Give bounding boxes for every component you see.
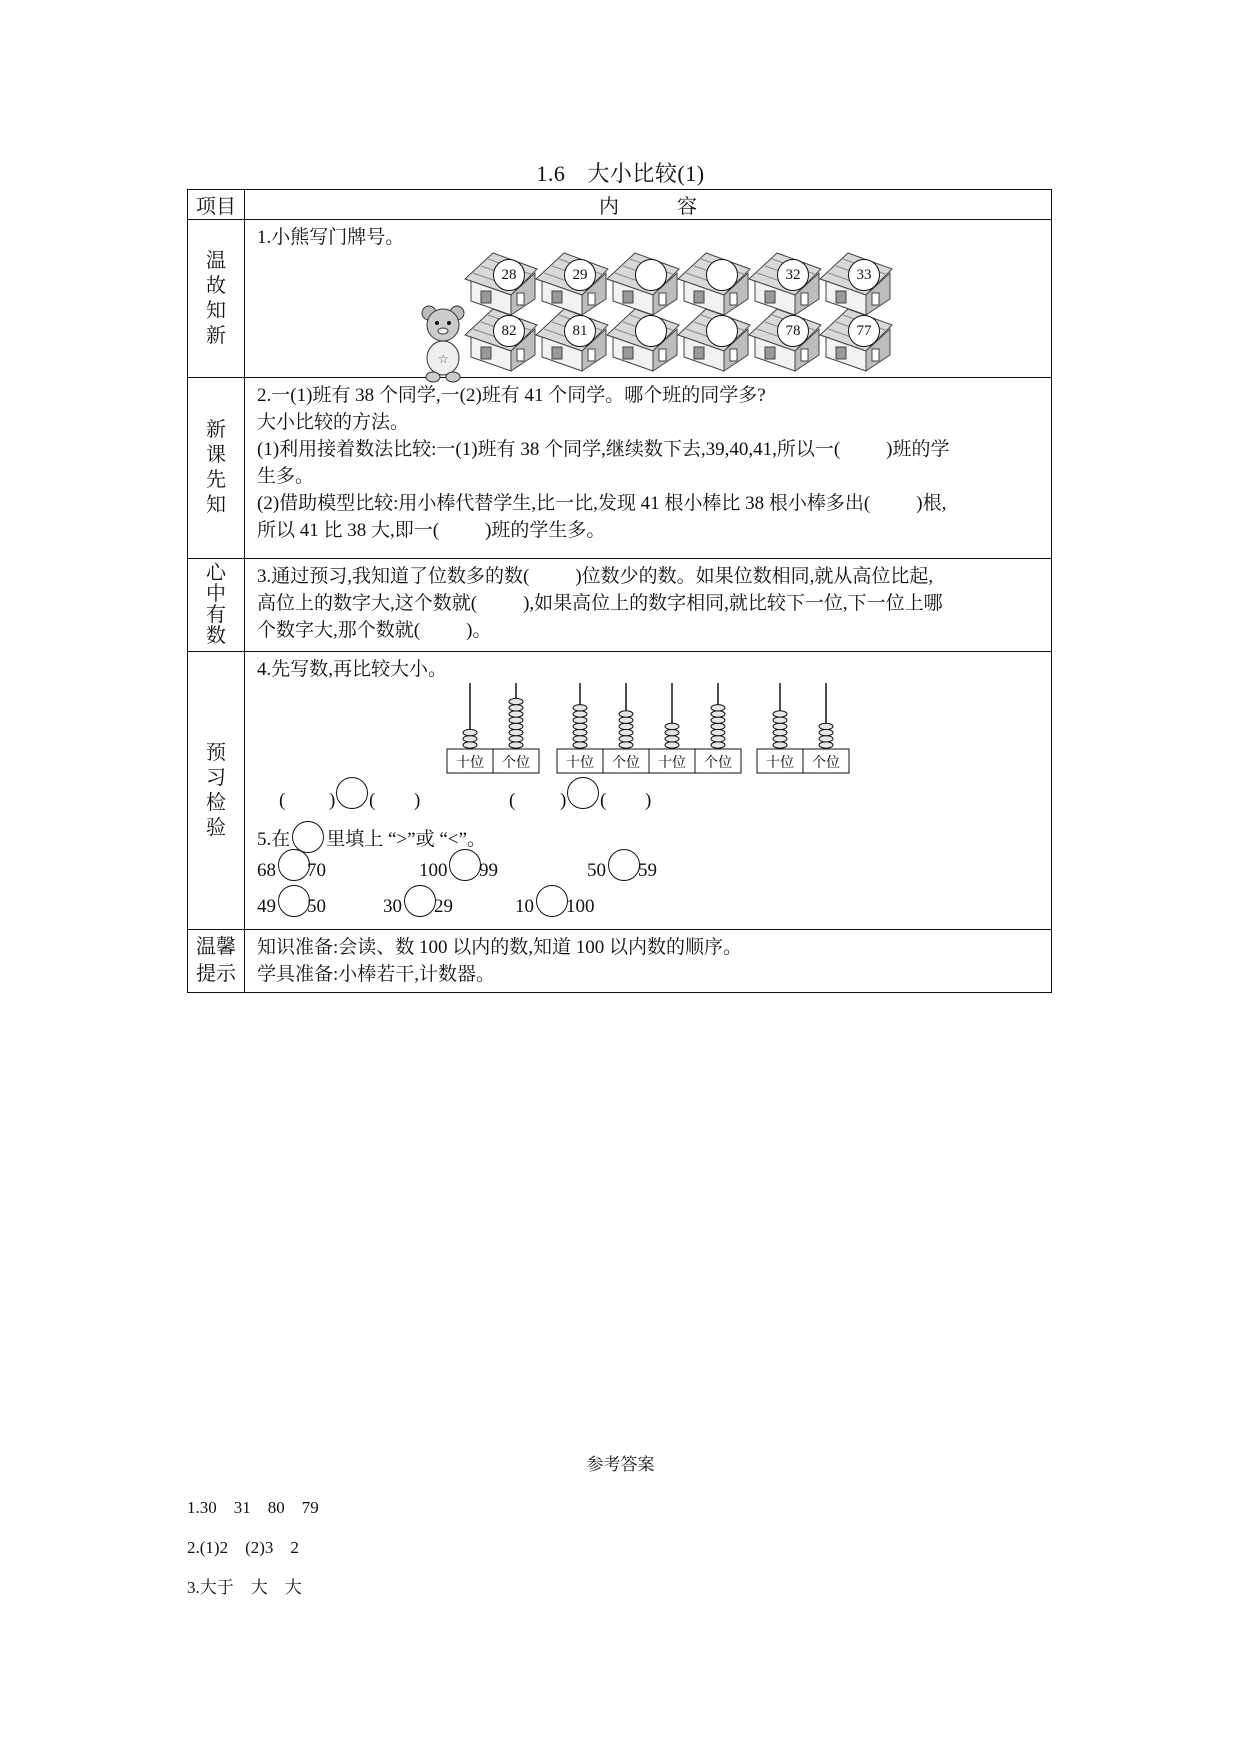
abacus-bead	[509, 711, 523, 717]
house-number-blank[interactable]	[706, 259, 738, 291]
tip-line2: 学具准备:小棒若干,计数器。	[257, 964, 496, 985]
row-preview-check	[188, 652, 1052, 930]
abacus-illustration	[257, 683, 1041, 783]
house	[534, 251, 604, 311]
worksheet-table	[187, 189, 1052, 993]
q4-text: 4.先写数,再比较大小。	[257, 659, 448, 680]
side-label-new-lesson: 新 课 先 知	[188, 378, 245, 559]
table-header	[188, 190, 1052, 220]
abacus-place-label: 十位	[456, 755, 484, 771]
abacus-bead	[619, 711, 633, 717]
abacus	[557, 683, 649, 773]
house-number-blank[interactable]	[706, 315, 738, 347]
abacus	[649, 683, 741, 773]
q1-text: 1.小熊写门牌号。	[257, 227, 405, 248]
abacus-bead	[509, 729, 523, 735]
answers-title: 参考答案	[586, 1455, 655, 1474]
abacus-answer-row: ( ) ( ) ( ) ( )	[257, 783, 1041, 819]
abacus-bead	[573, 705, 587, 711]
abacus-bead	[573, 729, 587, 735]
q2-line1: 2.一(1)班有 38 个同学,一(2)班有 41 个同学。哪个班的同学多?	[257, 385, 766, 406]
abacus	[447, 683, 539, 773]
q2-line2: 大小比较的方法。	[257, 412, 410, 433]
q3-line3: 个数字大,那个数就( )。	[257, 620, 492, 641]
house-number: 29	[564, 259, 596, 291]
row-tips	[188, 930, 1052, 993]
abacus-bead	[711, 736, 725, 742]
house-number: 28	[493, 259, 525, 291]
compare-row-2: 49 50 30 29 10 100	[257, 889, 1041, 925]
row-summary	[188, 559, 1052, 652]
abacus-bead	[509, 717, 523, 723]
house	[605, 307, 675, 367]
abacus-bead	[463, 729, 477, 735]
q5-text: 5.在 里填上 “>”或 “<”。	[257, 821, 1041, 853]
house	[676, 251, 746, 311]
abacus-place-label: 个位	[812, 755, 840, 771]
compare-circle[interactable]	[567, 777, 599, 809]
abacus-bead	[509, 736, 523, 742]
abacus-bead	[509, 723, 523, 729]
q2-line5: (2)借助模型比较:用小棒代替学生,比一比,发现 41 根小棒比 38 根小棒多出( )根,	[257, 493, 947, 514]
house	[818, 251, 888, 311]
abacus-bead	[711, 711, 725, 717]
house-illustration	[257, 251, 1041, 373]
house-number: 32	[777, 259, 809, 291]
abacus-bead	[711, 723, 725, 729]
abacus	[757, 683, 849, 773]
abacus-bead	[509, 705, 523, 711]
abacus-bead	[773, 717, 787, 723]
house-number: 77	[848, 315, 880, 347]
abacus-bead	[619, 717, 633, 723]
abacus-bead	[665, 723, 679, 729]
house	[747, 307, 817, 367]
abacus-bead	[819, 723, 833, 729]
svg-text:☆: ☆	[438, 352, 449, 366]
answer-3: 3.大于 大 大	[187, 1578, 302, 1597]
abacus-bead	[463, 736, 477, 742]
abacus-bead	[665, 742, 679, 748]
house-number: 81	[564, 315, 596, 347]
house-number: 33	[848, 259, 880, 291]
abacus-bead	[573, 736, 587, 742]
abacus-place-label: 十位	[766, 755, 794, 771]
abacus-bead	[773, 736, 787, 742]
q3-line2: 高位上的数字大,这个数就( ),如果高位上的数字相同,就比较下一位,下一位上哪	[257, 593, 943, 614]
abacus-bead	[573, 717, 587, 723]
house	[605, 251, 675, 311]
abacus-place-label: 个位	[612, 755, 640, 771]
abacus-bead	[619, 723, 633, 729]
house-number-blank[interactable]	[635, 315, 667, 347]
section-number: 1.6	[536, 161, 566, 186]
abacus-bead	[773, 711, 787, 717]
abacus-bead	[619, 736, 633, 742]
abacus-bead	[509, 698, 523, 704]
side-label-summary: 心 中 有 数	[188, 559, 245, 652]
side-label-preview-check: 预 习 检 验	[188, 652, 245, 930]
house	[534, 307, 604, 367]
abacus-bead	[819, 736, 833, 742]
house-number: 82	[493, 315, 525, 347]
compare-row-1: 68 70 100 99 50 59	[257, 853, 1041, 889]
section-title: 大小比较(1)	[587, 161, 705, 186]
abacus-bead	[773, 742, 787, 748]
answer-1: 1.30 31 80 79	[187, 1498, 319, 1517]
page-title	[0, 157, 1241, 188]
review-content	[245, 220, 1052, 378]
answer-2: 2.(1)2 (2)3 2	[187, 1538, 299, 1557]
row-new-lesson	[188, 378, 1052, 559]
abacus-place-label: 个位	[704, 755, 732, 771]
header-content: 内 容	[245, 190, 1052, 220]
abacus-bead	[665, 729, 679, 735]
house	[463, 251, 533, 311]
abacus-bead	[573, 723, 587, 729]
abacus-place-label: 十位	[566, 755, 594, 771]
abacus-bead	[665, 736, 679, 742]
summary-content	[245, 559, 1052, 652]
tips-content	[245, 930, 1052, 993]
abacus-drawing	[257, 683, 877, 783]
abacus-bead	[573, 742, 587, 748]
abacus-bead	[773, 729, 787, 735]
bear-icon	[417, 303, 469, 383]
abacus-bead	[711, 705, 725, 711]
q2-line4: 生多。	[257, 466, 315, 487]
abacus-bead	[773, 723, 787, 729]
answers-list	[187, 1497, 319, 1613]
abacus-place-label: 十位	[658, 755, 686, 771]
compare-circle[interactable]	[336, 777, 368, 809]
house-number-blank[interactable]	[635, 259, 667, 291]
house	[747, 251, 817, 311]
abacus-bead	[619, 742, 633, 748]
new-lesson-content	[245, 378, 1052, 559]
abacus-bead	[819, 729, 833, 735]
abacus-bead	[463, 742, 477, 748]
abacus-bead	[711, 717, 725, 723]
preview-check-content	[245, 652, 1052, 930]
house	[676, 307, 746, 367]
abacus-bead	[711, 742, 725, 748]
abacus-bead	[711, 729, 725, 735]
q2-line6: 所以 41 比 38 大,即一( )班的学生多。	[257, 520, 606, 541]
abacus-bead	[819, 742, 833, 748]
side-label-tips: 温馨 提示	[188, 930, 245, 993]
abacus-bead	[509, 742, 523, 748]
row-review	[188, 220, 1052, 378]
house	[463, 307, 533, 367]
house	[818, 307, 888, 367]
abacus-bead	[573, 711, 587, 717]
abacus-place-label: 个位	[502, 755, 530, 771]
house-number: 78	[777, 315, 809, 347]
side-label-review: 温 故 知 新	[188, 220, 245, 378]
header-item: 项目	[188, 190, 245, 220]
tip-line1: 知识准备:会读、数 100 以内的数,知道 100 以内数的顺序。	[257, 937, 743, 958]
q2-line3: (1)利用接着数法比较:一(1)班有 38 个同学,继续数下去,39,40,41,所以一( )班的学	[257, 439, 950, 460]
q3-line1: 3.通过预习,我知道了位数多的数( )位数少的数。如果位数相同,就从高位比起,	[257, 566, 934, 587]
abacus-bead	[619, 729, 633, 735]
